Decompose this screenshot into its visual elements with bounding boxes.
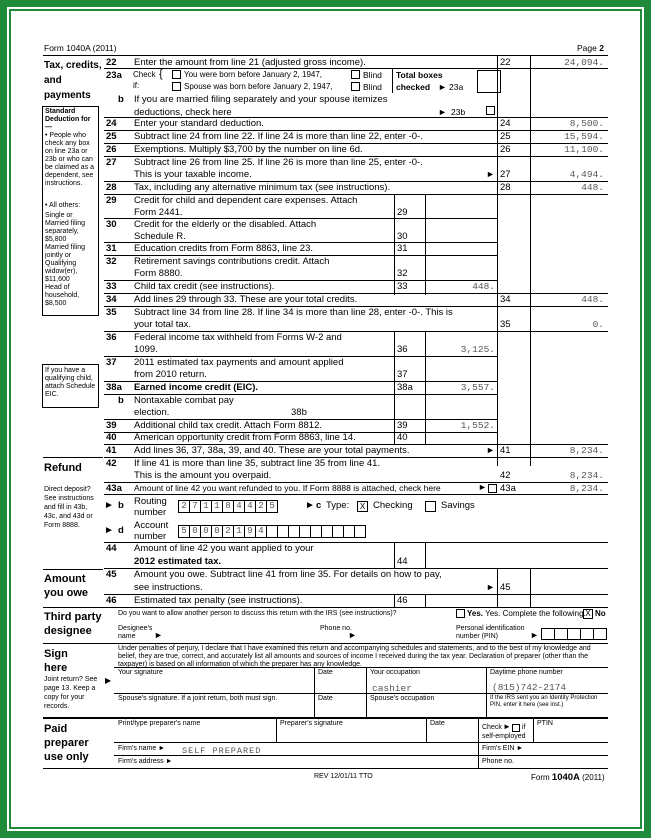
line-22-num: 22 [106, 57, 117, 68]
routing-digit-box[interactable]: 2 [178, 500, 190, 513]
preparer-rule [43, 717, 608, 719]
total-boxes-text: Total boxes [396, 70, 443, 80]
routing-digit-box[interactable]: 8 [222, 500, 234, 513]
line-27-num: 27 [106, 157, 117, 168]
arrow-designee-icon: ► [154, 630, 163, 640]
routing-label: Routing [134, 496, 167, 507]
form-8888-checkbox[interactable] [488, 484, 497, 493]
line-45-text1: Amount you owe. Subtract line 41 from line 35. For details on how to pay, [134, 569, 442, 580]
line-26-amount: 11,100. [564, 144, 604, 155]
line-43a-text: Amount of line 42 you want refunded to you. If Form 8888 is attached, check here [134, 483, 441, 493]
line-35-text1: Subtract line 34 from line 28. If line 34 is more than line 28, enter -0-. This is [134, 307, 453, 318]
account-digit-box[interactable]: 5 [178, 525, 190, 538]
inner-amt-col-44 [425, 543, 426, 568]
preparer-name-label: Print/type preparer's name [118, 720, 201, 727]
line-27-text2: This is your taxable income. [134, 169, 252, 180]
line-34-amount: 448. [581, 294, 604, 305]
line-37-text2: from 2010 return. [134, 369, 207, 380]
sign-col-2 [366, 667, 367, 717]
designee-no-text: No [595, 609, 606, 618]
line-22-box: 22 [500, 57, 511, 68]
spouse-born-text: Spouse was born before January 2, 1947, [184, 82, 333, 91]
line-23a-check: Check [133, 70, 156, 79]
line-40-text: American opportunity credit from Form 8863, line 14. [134, 432, 356, 443]
pin-digit-box[interactable] [541, 628, 555, 640]
inner-box-col-44 [394, 543, 395, 568]
std-mfj: Married filing jointly or Qualifying widow(er), $11,600 [45, 244, 86, 283]
sign-arrow-icon: ▶ [105, 676, 112, 685]
line-32-box: 32 [397, 268, 408, 279]
line-42-box: 42 [500, 470, 511, 481]
arrow-23a-icon: ► [438, 82, 447, 92]
rule-23a-v [392, 69, 393, 93]
footer-rev: REV 12/01/11 TTO [314, 773, 373, 780]
line-26-box: 26 [500, 144, 511, 155]
pin-digit-box[interactable] [580, 628, 594, 640]
spouse-occupation-label: Spouse's occupation [370, 695, 435, 702]
ip-pin-label: If the IRS sent you an Identity Protection PIN, enter it here (see inst.) [490, 695, 598, 708]
eic-note: If you have a qualifying child, attach Schedule EIC. [45, 367, 96, 398]
firm-name-value[interactable]: SELF PREPARED [182, 746, 262, 756]
line-44-text2: 2012 estimated tax. [134, 556, 222, 567]
inner-box-col-46 [394, 595, 395, 607]
line-38b-text1: Nontaxable combat pay [134, 395, 234, 406]
line-29-box: 29 [397, 207, 408, 218]
line-31-num: 31 [106, 243, 117, 254]
account-digit-box[interactable]: 1 [233, 525, 245, 538]
line-23b-text2: deductions, check here [134, 107, 232, 118]
line-43c-num: c [316, 500, 322, 511]
line-38b-box: 38b [291, 407, 307, 418]
refund-rule [43, 457, 103, 458]
account-number-label: number [134, 531, 167, 542]
designee-yes-checkbox[interactable] [456, 609, 465, 618]
account-digit-box[interactable]: 9 [244, 525, 256, 538]
line-38a-box: 38a [397, 382, 413, 393]
line-30-text1: Credit for the elderly or the disabled. Attach [134, 219, 317, 230]
eic-note-box [42, 364, 99, 408]
total-checked-text: checked [396, 82, 431, 92]
routing-digit-box[interactable]: 4 [244, 500, 256, 513]
line-42-amount: 8,234. [569, 470, 604, 481]
arrow-43c-icon: ► [305, 500, 315, 511]
line-22-amount: 24,094. [564, 57, 604, 68]
footer-form: Form 1040A (2011) [531, 772, 605, 783]
line-24-num: 24 [106, 118, 117, 129]
firm-ein-label: Firm's EIN ► [482, 745, 524, 752]
line-30-text2: Schedule R. [134, 231, 186, 242]
line-38a-text: Earned income credit (EIC). [134, 382, 259, 393]
amt-col-45 [530, 569, 531, 607]
line-24-box: 24 [500, 118, 511, 129]
prep-col-4 [533, 718, 534, 742]
spouse-blind-checkbox[interactable] [351, 82, 360, 91]
box-col-45 [497, 569, 498, 607]
amount-owe-title: Amount you owe [44, 573, 89, 599]
line-39-text: Additional child tax credit. Attach Form 8812. [134, 420, 322, 431]
third-party-title: Third party designee [44, 611, 102, 637]
line-33-amount: 448. [472, 281, 495, 292]
line-25-box: 25 [500, 131, 511, 142]
designee-question: Do you want to allow another person to discuss this return with the IRS (see instructions)? [118, 610, 397, 617]
rule-bottom [43, 768, 608, 769]
line-44-num: 44 [106, 543, 117, 554]
daytime-phone-value[interactable]: (815)742-2174 [492, 682, 567, 693]
type-label: Type: [326, 500, 350, 511]
std-bullet2: • All others: [45, 202, 81, 209]
line-23a-box: 23a [449, 82, 464, 92]
line-25-amount: 15,594. [564, 131, 604, 142]
line-33-num: 33 [106, 281, 117, 292]
line-27-box: 27 [500, 169, 511, 180]
inner-amt-col-46 [425, 595, 426, 607]
arrow-27-icon: ► [486, 169, 495, 179]
line-44-text1: Amount of line 42 you want applied to your [134, 543, 314, 554]
account-digit-box[interactable]: 4 [255, 525, 267, 538]
line-43d-num: d [118, 525, 124, 536]
line-24-text: Enter your standard deduction. [134, 118, 264, 129]
line-26-num: 26 [106, 144, 117, 155]
rule-22 [104, 68, 608, 69]
line-36-num: 36 [106, 332, 117, 343]
arrow-45-icon: ► [486, 582, 495, 592]
line-41-text: Add lines 36, 37, 38a, 39, and 40. These are your total payments. [134, 445, 410, 456]
preparer-signature-label: Preparer's signature [280, 720, 343, 727]
routing-digit-box[interactable]: 2 [255, 500, 267, 513]
account-label: Account [134, 520, 169, 531]
line-27-text1: Subtract line 26 from line 25. If line 26 is more than line 25, enter -0-. [134, 157, 423, 168]
account-digit-box[interactable]: 0 [189, 525, 201, 538]
routing-digit-box[interactable]: 1 [200, 500, 212, 513]
line-42-text2: This is the amount you overpaid. [134, 470, 272, 481]
line-28-num: 28 [106, 182, 117, 193]
preparer-phone-label: Phone no. [482, 758, 514, 765]
line-32-text1: Retirement savings contributions credit. Attach [134, 256, 330, 267]
line-28-amount: 448. [581, 182, 604, 193]
line-43a-amount: 8,234. [569, 483, 604, 494]
designee-name-label: Designee's name [118, 625, 153, 640]
std-single: Single or Married filing separately, $5,800 [45, 212, 86, 243]
you-blind-text: Blind [363, 70, 382, 80]
sign-date-label: Date [318, 669, 333, 676]
line-25-num: 25 [106, 131, 117, 142]
line-34-text: Add lines 29 through 33. These are your total credits. [134, 294, 358, 305]
daytime-phone-label: Daytime phone number [490, 669, 563, 676]
line-23b-text1: If you are married filing separately and your spouse itemizes [134, 94, 388, 105]
account-digit-box[interactable]: 2 [222, 525, 234, 538]
you-born-checkbox[interactable] [172, 70, 181, 79]
line-39-num: 39 [106, 420, 117, 431]
line-33-text: Child tax credit (see instructions). [134, 281, 275, 292]
line-30-box: 30 [397, 231, 408, 242]
routing-digit-box[interactable]: 5 [266, 500, 278, 513]
sign-col-3 [486, 667, 487, 717]
spouse-born-checkbox[interactable] [172, 82, 181, 91]
std-title: Standard Deduction for— [45, 108, 91, 131]
spouse-date-label: Date [318, 695, 333, 702]
self-employed-checkbox[interactable] [512, 724, 520, 732]
line-36-box: 36 [397, 344, 408, 355]
line-37-num: 37 [106, 357, 117, 368]
line-39-box: 39 [397, 420, 408, 431]
routing-digit-box[interactable]: 4 [233, 500, 245, 513]
line-37-text1: 2011 estimated tax payments and amount applied [134, 357, 344, 368]
line-32-text2: Form 8880. [134, 268, 183, 279]
pin-digit-box[interactable] [554, 628, 568, 640]
rule-sign-mid [114, 693, 608, 694]
arrow-check-icon: ► [503, 722, 511, 731]
line-41-amount: 8,234. [569, 445, 604, 456]
arrow-pin-icon: ► [530, 630, 539, 640]
sign-col-1 [314, 667, 315, 717]
spouse-blind-text: Blind [363, 82, 382, 92]
line-23b-box: 23b [451, 107, 466, 117]
preparer-check-label: Check [482, 724, 502, 731]
line-44-box: 44 [397, 556, 408, 567]
line-34-box: 34 [500, 294, 511, 305]
line-40-box: 40 [397, 432, 408, 443]
arrow-23b-icon: ► [438, 107, 447, 117]
line-31-text: Education credits from Form 8863, line 23. [134, 243, 314, 254]
preparer-if-label: if [522, 724, 526, 731]
line-36-amount: 3,125. [460, 344, 495, 355]
your-signature-label: Your signature [118, 669, 163, 676]
form-id: Form 1040A (2011) [44, 43, 117, 53]
line-31-box: 31 [397, 243, 408, 254]
account-digit-box[interactable] [354, 525, 366, 538]
prep-col-3 [478, 718, 479, 768]
line-41-num: 41 [106, 445, 117, 456]
std-hoh: Head of household, $8,500 [45, 284, 80, 307]
tax-credits-title: Tax, credits, and payments [44, 60, 102, 101]
line-34-num: 34 [106, 294, 117, 305]
preparer-date-label: Date [430, 720, 445, 727]
line-33-box: 33 [397, 281, 408, 292]
line-24-amount: 8,500. [569, 118, 604, 129]
arrow-phone-icon: ► [348, 630, 357, 640]
line-35-amount: 0. [592, 319, 604, 330]
arrow-43a-icon: ► [478, 482, 487, 492]
page-label: Page 2 [577, 43, 604, 53]
line-28-text: Tax, including any alternative minimum tax (see instructions). [134, 182, 391, 193]
line-29-text2: Form 2441. [134, 207, 183, 218]
rule-sign-top [114, 667, 608, 668]
line-32-num: 32 [106, 256, 117, 267]
line-23b-num: b [118, 94, 124, 105]
refund-note: Direct deposit? See instructions and fill in 43b, 43c, and 43d or Form 8888. [44, 486, 94, 529]
prep-col-1 [276, 718, 277, 742]
line-46-text: Estimated tax penalty (see instructions). [134, 595, 303, 606]
savings-checkbox[interactable] [425, 501, 436, 512]
arrow-41-icon: ► [486, 445, 495, 455]
rule-prep-low [114, 755, 608, 756]
firm-name-label: Firm's name ► [118, 745, 166, 752]
ptin-label: PTIN [537, 720, 553, 727]
line-35-num: 35 [106, 307, 117, 318]
routing-digit-box[interactable]: 1 [211, 500, 223, 513]
self-employed-label: self-employed [482, 733, 526, 740]
line-40-num: 40 [106, 432, 117, 443]
prep-col-2 [426, 718, 427, 742]
paid-preparer-title: Paid preparer use only [44, 723, 89, 763]
line-26-text: Exemptions. Multiply $3,700 by the number on line 6d. [134, 144, 363, 155]
brace-icon: { [159, 68, 163, 80]
account-digit-box[interactable]: 0 [211, 525, 223, 538]
std-bullet1: • People who check any box on line 23a or 23b or who can be claimed as a dependent, see instructions. [45, 132, 95, 187]
refund-title: Refund [44, 462, 82, 474]
firm-address-label: Firm's address ► [118, 758, 173, 765]
line-25-text: Subtract line 24 from line 22. If line 24 is more than line 22, enter -0-. [134, 131, 423, 142]
sign-note: Joint return? See page 13. Keep a copy for your records. [44, 676, 98, 710]
line-37-box: 37 [397, 369, 408, 380]
arrow-43b-icon: ► [104, 500, 114, 511]
line-38a-num: 38a [106, 382, 122, 393]
owe-rule [43, 569, 103, 570]
line-46-num: 46 [106, 595, 117, 606]
penalties-text: Under penalties of perjury, I declare that I have examined this return and accompanying schedules and statements, and to the best of my knowledge and belief, they are true, correct, and accurately list all amounts and sources of income I received during the tax year. Declaration of preparer (other than the taxpayer) is based on all information of which the preparer has any knowledge. [118, 645, 591, 668]
line-36-text2: 1099. [134, 344, 158, 355]
designee-yes-text: Yes. Yes. Complete the following. [467, 609, 586, 618]
line-43b-num: b [118, 500, 124, 511]
occupation-label: Your occupation [370, 669, 420, 676]
account-digit-box[interactable]: 0 [200, 525, 212, 538]
you-born-text: You were born before January 2, 1947, [184, 70, 323, 79]
line-45-num: 45 [106, 569, 117, 580]
line-46-box: 46 [397, 595, 408, 606]
line-23a-num: 23a [106, 70, 122, 81]
inner-box-col-2 [394, 332, 395, 444]
designee-pin-label: Personal identification number (PIN) [456, 625, 525, 640]
header-rule [43, 55, 608, 56]
designee-no-checkbox[interactable]: X [583, 609, 593, 619]
line-43a-num: 43a [106, 483, 122, 494]
line-42-text1: If line 41 is more than line 35, subtract line 35 from line 41. [134, 458, 381, 469]
savings-label: Savings [441, 500, 475, 511]
total-boxes-input[interactable] [477, 70, 501, 93]
line-39-amount: 1,552. [460, 420, 495, 431]
sign-here-title: Sign here [44, 648, 68, 674]
line-28-box: 28 [500, 182, 511, 193]
pin-digit-box[interactable] [567, 628, 581, 640]
pin-digit-box[interactable] [593, 628, 607, 640]
rule-prep-mid [114, 742, 608, 743]
spouse-itemizes-checkbox[interactable] [486, 106, 495, 115]
line-35-box: 35 [500, 319, 511, 330]
spouse-signature-label: Spouse's signature. If a joint return, both must sign. [118, 695, 278, 702]
rule-43a [104, 494, 608, 495]
line-45-box: 45 [500, 582, 511, 593]
designee-rule [43, 607, 608, 608]
designee-phone-label: Phone no. [320, 625, 352, 632]
line-36-text1: Federal income tax withheld from Forms W-2 and [134, 332, 342, 343]
checking-checkbox[interactable]: X [357, 501, 368, 512]
line-38b-num: b [118, 395, 124, 406]
line-29-text1: Credit for child and dependent care expenses. Attach [134, 195, 358, 206]
line-29-num: 29 [106, 195, 117, 206]
standard-deduction-box [42, 106, 99, 316]
sign-rule [43, 643, 608, 644]
line-23a-if: if: [133, 81, 140, 90]
line-45-text2: see instructions. [134, 582, 203, 593]
line-41-box: 41 [500, 445, 511, 456]
line-22-text: Enter the amount from line 21 (adjusted gross income). [134, 57, 366, 68]
line-42-num: 42 [106, 458, 117, 469]
line-43a-box: 43a [500, 483, 516, 494]
line-38b-text2: election. [134, 407, 170, 418]
you-blind-checkbox[interactable] [351, 70, 360, 79]
occupation-value[interactable]: cashier [372, 683, 412, 694]
arrow-43d-icon: ► [104, 525, 114, 536]
line-27-amount: 4,494. [569, 169, 604, 180]
line-30-num: 30 [106, 219, 117, 230]
routing-number-label: number [134, 507, 167, 518]
line-38a-amount: 3,557. [460, 382, 495, 393]
checking-label: Checking [373, 500, 413, 511]
routing-digit-box[interactable]: 7 [189, 500, 201, 513]
line-35-text2: your total tax. [134, 319, 192, 330]
